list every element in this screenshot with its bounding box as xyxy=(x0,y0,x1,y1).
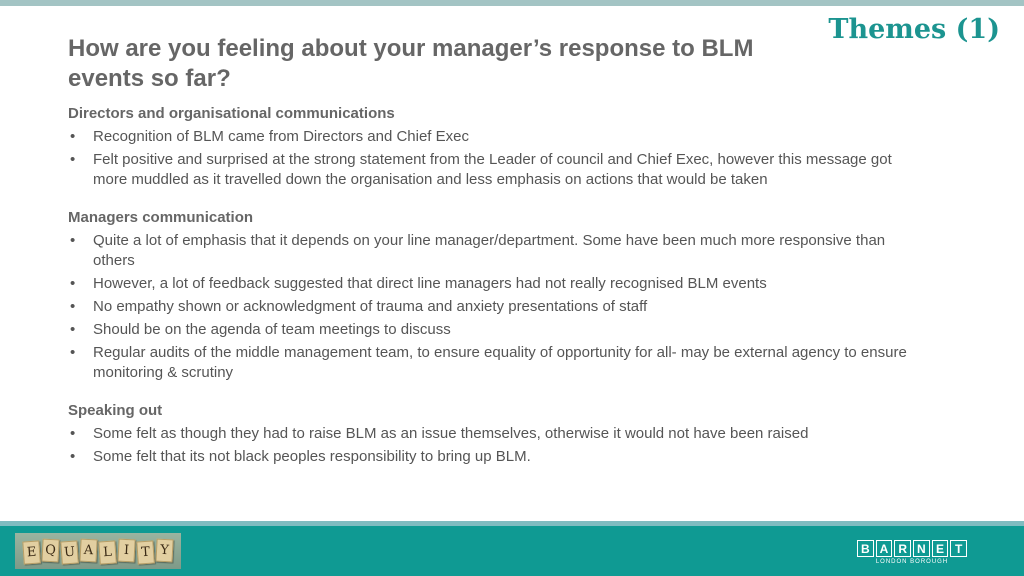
themes-label: Themes (1) xyxy=(828,14,1000,45)
bullet-list xyxy=(68,231,918,383)
bullet-item: • Felt positive and surprised at the strong statement from the Leader of council and Chief Exec, however this message got more muddled as it travelled down the organisation and less emphasis on actions that would be taken xyxy=(68,150,918,190)
letter-tile: E xyxy=(22,540,41,564)
bullet-item: • Some felt that its not black peoples responsibility to bring up BLM. xyxy=(68,447,918,467)
section-heading: Managers communication xyxy=(68,209,254,226)
barnet-letter: N xyxy=(913,540,930,557)
bullet-list xyxy=(68,127,918,190)
equality-logo xyxy=(15,533,181,569)
section-directors xyxy=(68,104,918,190)
barnet-subtitle: LONDON BOROUGH xyxy=(875,559,949,565)
section-managers xyxy=(68,208,918,383)
barnet-wordmark xyxy=(857,540,967,557)
top-accent-bar xyxy=(0,0,1024,6)
section-heading: Speaking out xyxy=(68,402,163,419)
bullet-item: • Regular audits of the middle management team, to ensure equality of opportunity for all- may be external agency to ensure monitoring & scrutiny xyxy=(68,343,918,383)
letter-tile: U xyxy=(60,540,79,564)
barnet-letter: A xyxy=(876,540,893,557)
barnet-logo xyxy=(857,540,967,565)
section-heading: Directors and organisational communications xyxy=(68,105,395,122)
slide-title: How are you feeling about your manager’s response to BLM events so far? xyxy=(68,35,754,92)
barnet-letter: R xyxy=(894,540,911,557)
letter-tile: Q xyxy=(41,538,59,562)
letter-tile: L xyxy=(98,540,117,564)
letter-tile: A xyxy=(79,538,97,562)
letter-tile: T xyxy=(136,540,155,564)
bullet-item: • Should be on the agenda of team meetings to discuss xyxy=(68,320,918,340)
barnet-letter: T xyxy=(950,540,967,557)
bullet-item: • Quite a lot of emphasis that it depends on your line manager/department. Some have been much more responsive than others xyxy=(68,231,918,271)
bullet-item: • Some felt as though they had to raise BLM as an issue themselves, otherwise it would not have been raised xyxy=(68,424,918,444)
barnet-letter: B xyxy=(857,540,874,557)
bullet-item: • No empathy shown or acknowledgment of trauma and anxiety presentations of staff xyxy=(68,297,918,317)
bullet-list xyxy=(68,424,918,467)
bullet-item: • However, a lot of feedback suggested that direct line managers had not really recognised BLM events xyxy=(68,274,918,294)
section-speaking-out xyxy=(68,401,918,467)
barnet-letter: E xyxy=(932,540,949,557)
letter-tile: I xyxy=(117,538,135,562)
letter-tile: Y xyxy=(155,538,173,562)
slide-content xyxy=(68,104,918,485)
bullet-item: • Recognition of BLM came from Directors and Chief Exec xyxy=(68,127,918,147)
